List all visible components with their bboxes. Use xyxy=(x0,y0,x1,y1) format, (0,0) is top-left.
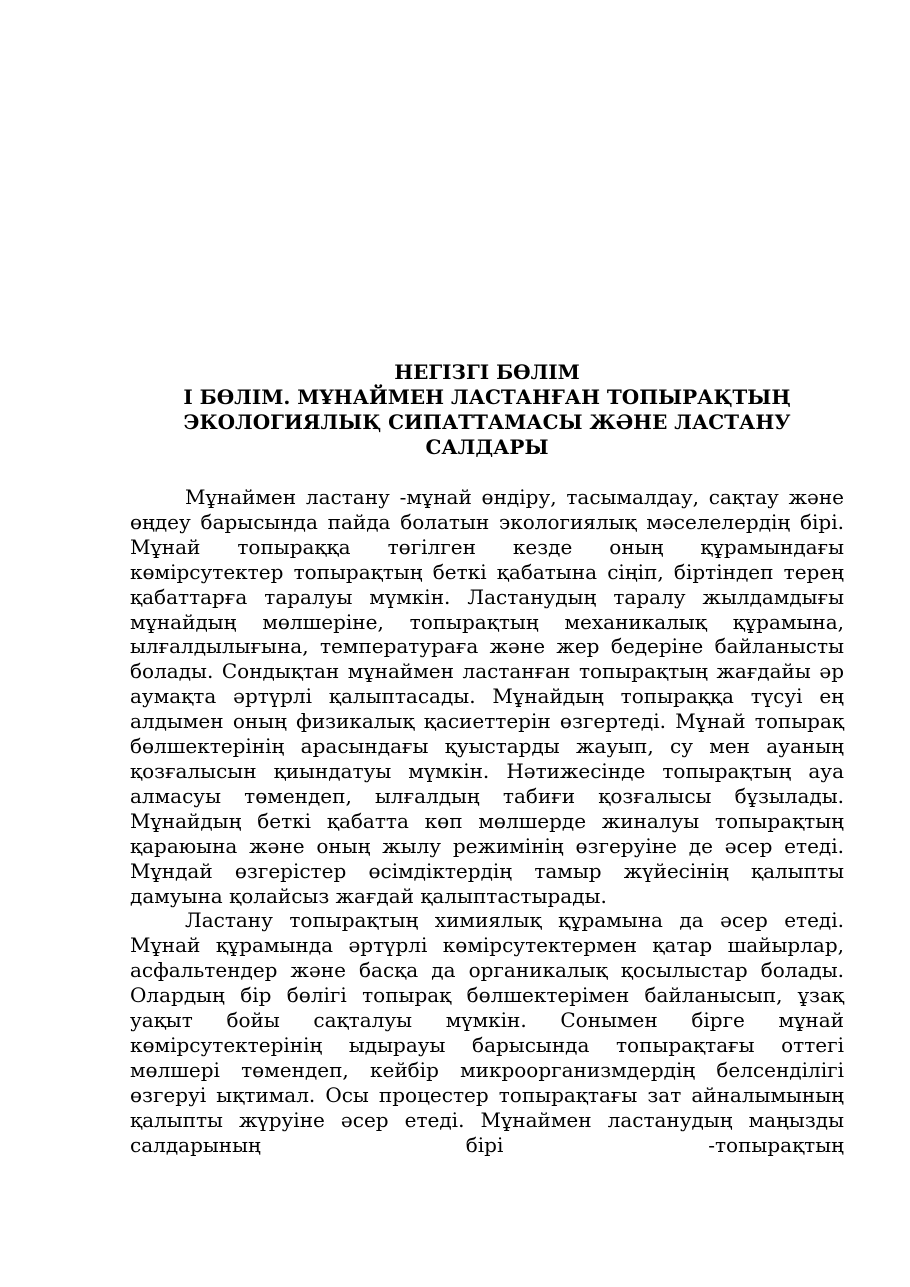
body-text xyxy=(130,485,844,1157)
paragraph-1: Мұнаймен ластану -мұнай өндіру, тасымалдау, сақтау және өңдеу барысында пайда болатын экологиялық мәселелердің бірі. Мұнай топыраққа төгілген кезде оның құрамындағы көмірсутектер топырақтың беткі қабатына сіңіп, біртіндеп терең қабаттарға таралуы мүмкін. Ластанудың таралу жылдамдығы мұнайдың мөлшеріне, топырақтың механикалық құрамына, ылғалдылығына, температураға және жер бедеріне байланысты болады. Сондықтан мұнаймен ластанған топырақтың жағдайы әр аумақта әртүрлі қалыптасады. Мұнайдың топыраққа түсуі ең алдымен оның физикалық қасиеттерін өзгертеді. Мұнай топырақ бөлшектерінің арасындағы қуыстарды жауып, су мен ауаның қозғалысын қиындатуы мүмкін. Нәтижесінде топырақтың ауа алмасуы төмендеп, ылғалдың табиғи қозғалысы бұзылады. Мұнайдың беткі қабатта көп мөлшерде жиналуы топырақтың қараюына және оның жылу режимінің өзгеруіне де әсер етеді. Мұндай өзгерістер өсімдіктердің тамыр жүйесінің қалыпты дамуына қолайсыз жағдай қалыптастырады. xyxy=(130,485,844,908)
heading-line-3: ЭКОЛОГИЯЛЫҚ СИПАТТАМАСЫ ЖӘНЕ ЛАСТАНУ xyxy=(183,410,791,434)
heading-line-4: САЛДАРЫ xyxy=(425,435,549,459)
heading-line-1: НЕГІЗГІ БӨЛІМ xyxy=(394,360,580,384)
paragraph-2: Ластану топырақтың химиялық құрамына да әсер етеді. Мұнай құрамында әртүрлі көмірсутектермен қатар шайырлар, асфальтендер және басқа да органикалық қосылыстар болады. Олардың бір бөлігі топырақ бөлшектерімен байланысып, ұзақ уақыт бойы сақталуы мүмкін. Сонымен бірге мұнай көмірсутектерінің ыдырауы барысында топырақтағы оттегі мөлшері төмендеп, кейбір микроорганизмдердің белсенділігі өзгеруі ықтимал. Осы процестер топырақтағы зат айналымының қалыпты жүруіне әсер етеді. Мұнаймен ластанудың маңызды салдарының бірі -топырақтың xyxy=(130,908,844,1157)
heading-line-2: І БӨЛІМ. МҰНАЙМЕН ЛАСТАНҒАН ТОПЫРАҚТЫҢ xyxy=(183,385,791,409)
section-heading xyxy=(130,360,844,460)
